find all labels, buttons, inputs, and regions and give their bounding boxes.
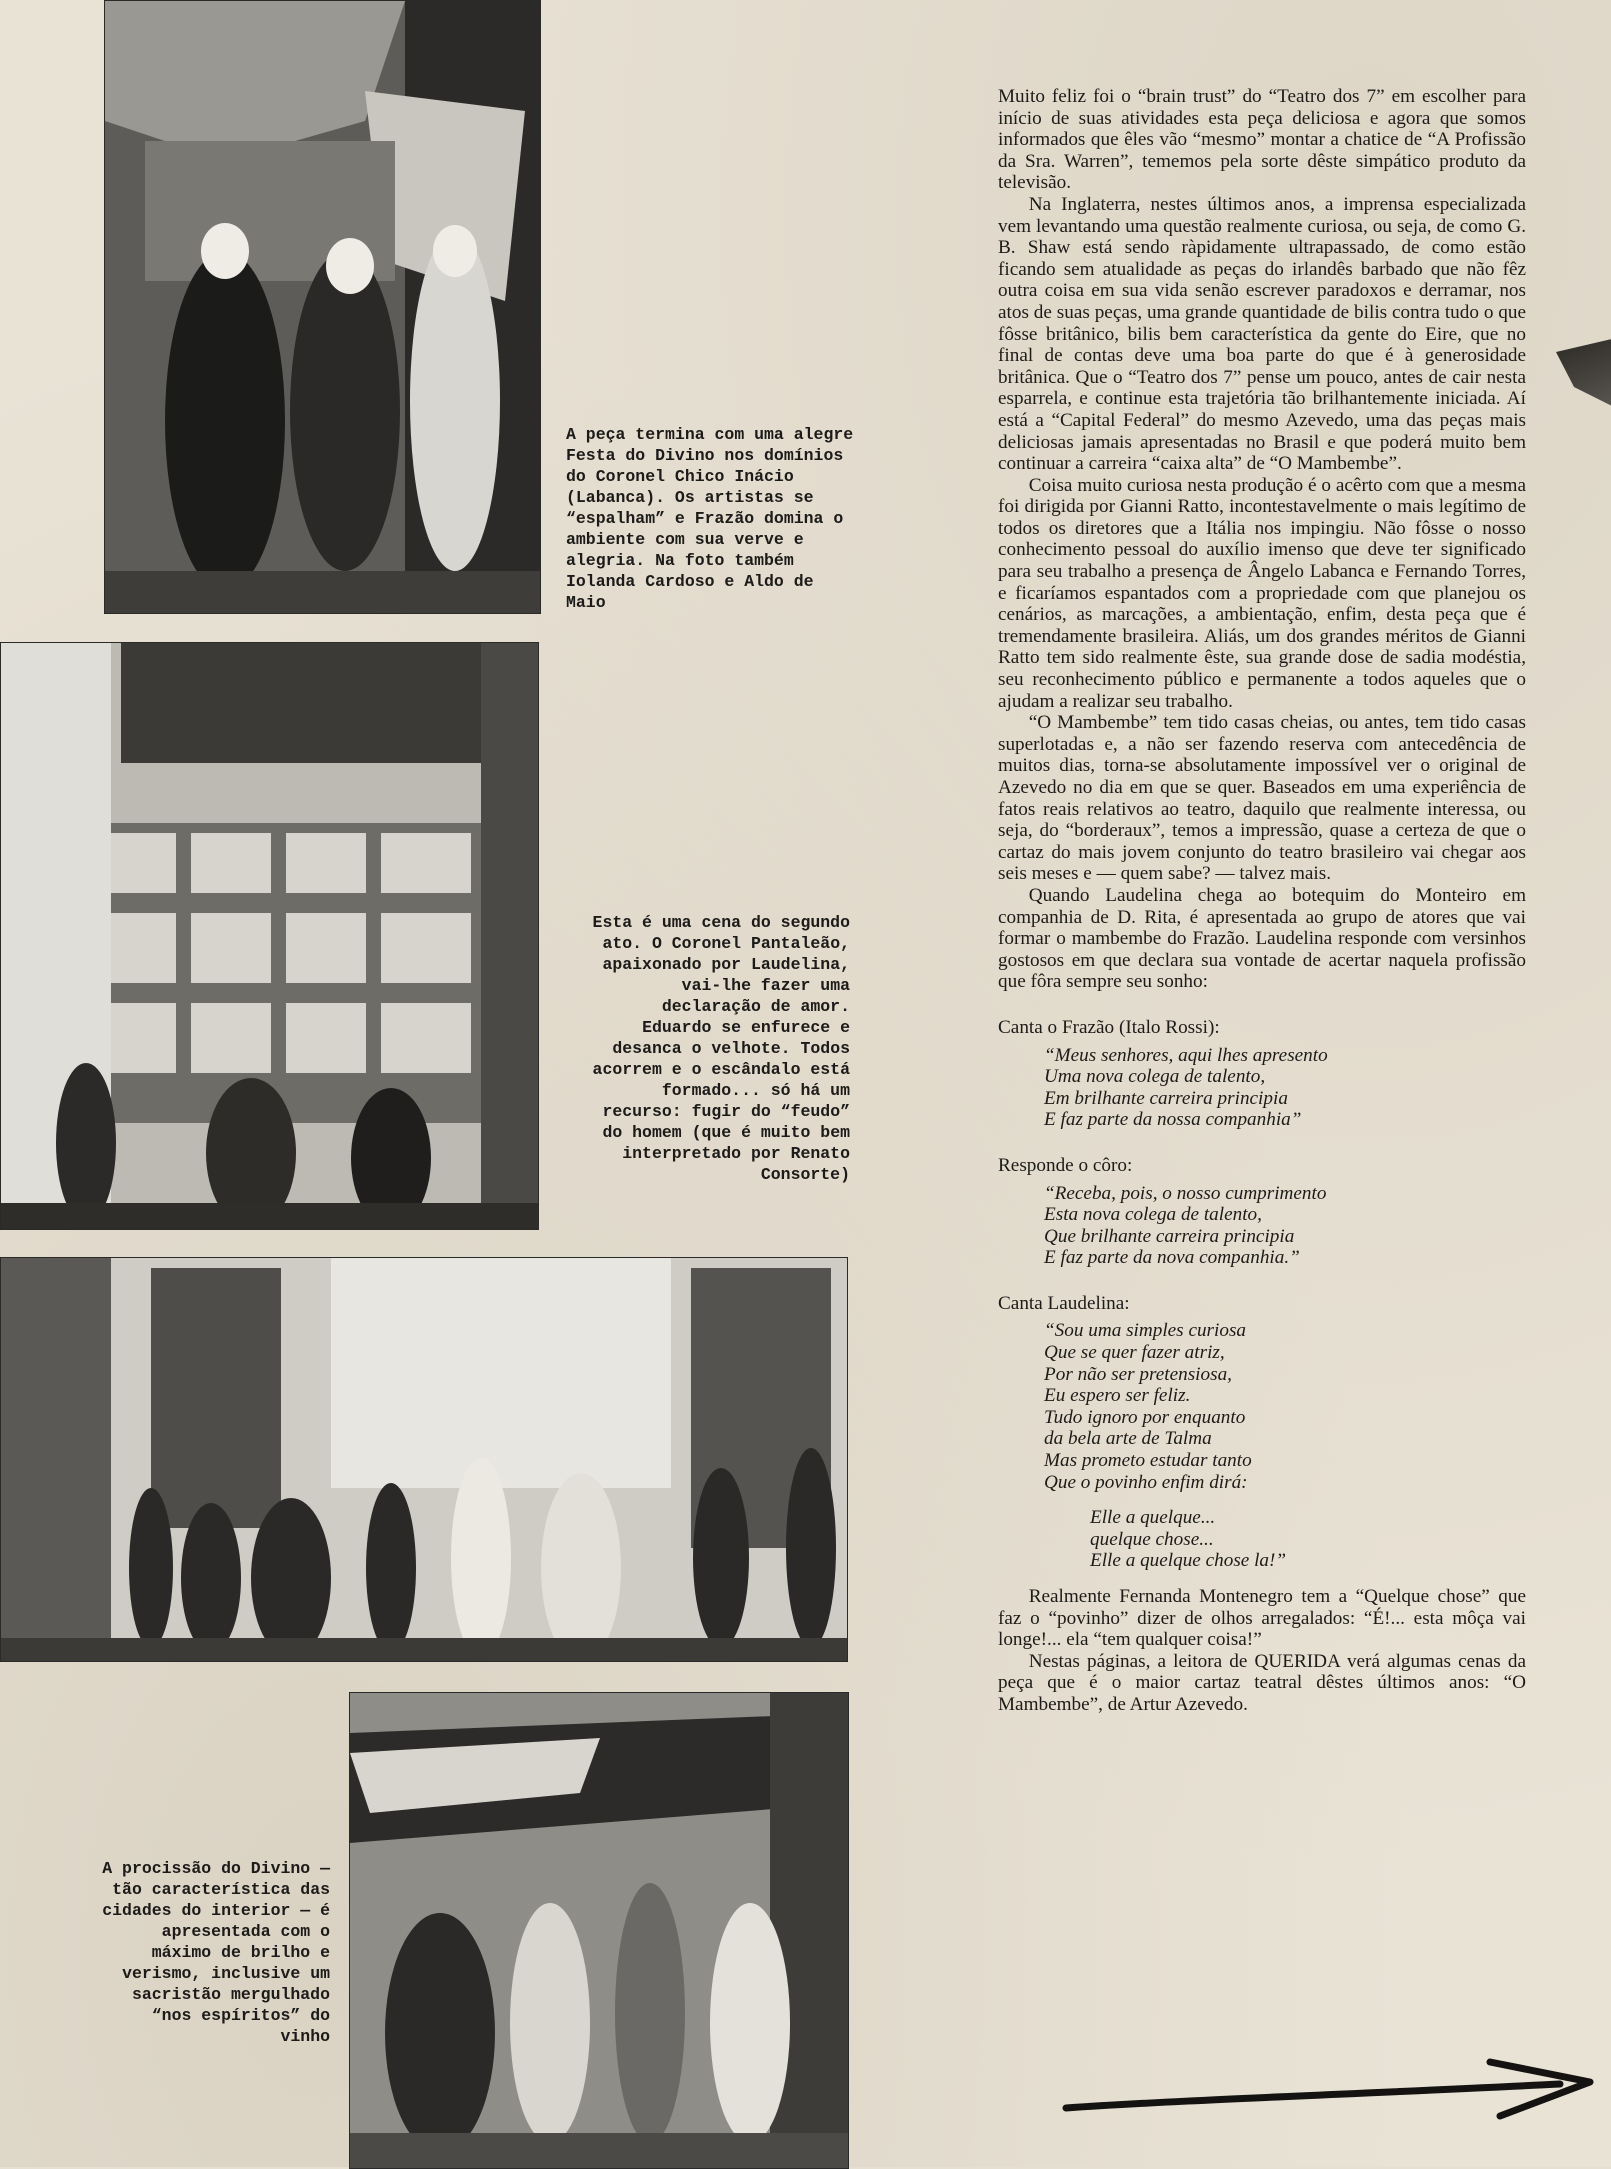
article-paragraph: Quando Laudelina chega ao botequim do Monteiro em companhia de D. Rita, é apresentada ao grupo de atores que vai formar o mambembe do Frazão. Laudelina responde com versinhos gostosos em que declara sua vontade de acertar naquela profissão que fôra sempre seu sonho: [998,884,1526,993]
caption-photo-2 [590,912,850,1185]
article-paragraph: Na Inglaterra, nestes últimos anos, a imprensa especializada vem levantando uma questão realmente curiosa, ou seja, de como G. B. Shaw está sendo ràpidamente ultrapassado, de como estão ficando sem atualidade as peças do irlandês barbado que não fêz outra coisa em sua vida senão escrever paradoxos e derramar, nos atos de suas peças, uma grande quantidade de bilis contra tudo o que fôsse britânico, bilis bem característica da gente do Eire, que no final de contas deve uma boa parte do que é à generosidade britânica. Que o “Teatro dos 7” pense um pouco, antes de cair nesta esparrela, e continue esta trajetória tão brilhantemente iniciada. Aí está a “Capital Federal” do mesmo Azevedo, uma das peças mais deliciosas jamais apresentadas no Brasil e que poderá muito bem continuar a carreira “caixa alta” de “O Mambembe”. [998,193,1526,475]
photo-festa-do-divino [104,0,541,614]
caption-text: A peça termina com uma alegre Festa do Divino nos domínios do Coronel Chico Inácio (Labanca). Os artistas se “espalham” e Frazão domina o ambiente com sua verve e alegria. Na foto também Iolanda Cardoso e Aldo de Maio [566,425,854,612]
verse-block: “Receba, pois, o nosso cumprimento Esta nova colega de talento, Que brilhante carreira principia E faz parte da nova companhia.” [1044,1182,1327,1269]
verse-intro: Canta o Frazão (Italo Rossi): [998,1016,1220,1038]
article-paragraph: Muito feliz foi o “brain trust” do “Teatro dos 7” em escolher para início de suas atividades esta peça deliciosa e agora que somos informados que êles vão “mesmo” montar a chatice de “A Profissão da Sra. Warren”, tememos pela sorte dêste simpático produto da televisão. [998,86,1526,194]
caption-photo-4 [98,1858,330,2047]
photo-procissao [349,1692,849,2169]
article-paragraph: Nestas páginas, a leitora de QUERIDA verá algumas cenas da peça que é o maior cartaz teatral dêstes últimos anos: “O Mambembe”, de Artur Azevedo. [998,1650,1526,1715]
article-paragraph: “O Mambembe” tem tido casas cheias, ou antes, tem tido casas superlotadas e, a não ser fazendo reserva com antecedência de muitos dias, torna-se absolutamente impossível ver o original de Azevedo no dia em que se quer. Baseados em uma experiência de fatos reais relativos ao teatro, daquilo que realmente interessa, ou seja, do “borderaux”, temos a impressão, quase a certeza de que o cartaz do mais jovem conjunto do teatro brasileiro vai chegar aos seis meses e — quem sabe? — talvez mais. [998,712,1526,885]
photo-segundo-ato [0,642,539,1230]
article-paragraph: Realmente Fernanda Montenegro tem a “Quelque chose” que faz o “povinho” dizer de olhos arregalados: “É!... esta môça vai longe!... ela “tem qualquer coisa!” [998,1586,1526,1651]
verse-intro: Canta Laudelina: [998,1292,1130,1314]
verse-block: “Meus senhores, aqui lhes apresento Uma nova colega de talento, Em brilhante carreira principia E faz parte da nossa companhia” [1044,1044,1328,1131]
caption-text: Esta é uma cena do segundo ato. O Coronel Pantaleão, apaixonado por Laudelina, vai-lhe fazer uma declaração de amor. Eduardo se enfurece e desanca o velhote. Todos acorrem e o escândalo está formado... só há um recurso: fugir do “feudo” do homem (que é muito bem interpretado por Renato Consorte) [592,913,850,1184]
caption-photo-1 [566,424,856,613]
article-paragraph: Coisa muito curiosa nesta produção é o acêrto com que a mesma foi dirigida por Gianni Ratto, incontestavelmente o mais legítimo de todos os diretores que a Itália nos impingiu. Não fôsse o nosso conhecimento pessoal do auxílio imenso que deve ter significado para seu trabalho a presença de Ângelo Labanca e Fernando Torres, e ficaríamos espantados com a propriedade com que planejou os cenários, as marcações, a ambientação, enfim, desta peça que é tremendamente brasileira. Aliás, um dos grandes méritos de Gianni Ratto tem sido realmente êste, sua grande dose de sadia modéstia, seu reconhecimento público e permanente a todos aqueles que o ajudam a realizar seu trabalho. [998,474,1526,712]
verse-intro: Responde o côro: [998,1154,1133,1176]
caption-text: A procissão do Divino — tão característica das cidades do interior — é apresentada com o máximo de brilho e verismo, inclusive um sacristão mergulhado “nos espíritos” do vinho [102,1859,330,2046]
continue-arrow-icon [1060,2050,1600,2130]
photo-grupo-atores [0,1257,848,1662]
verse-block: “Sou uma simples curiosa Que se quer fazer atriz, Por não ser pretensiosa, Eu espero ser feliz. Tudo ignoro por enquanto da bela arte de Talma Mas prometo estudar tanto Que o povinho enfim dirá: [1044,1320,1252,1493]
article-column [998,86,1526,1716]
verse-block-refrain: Elle a quelque... quelque chose... Elle a quelque chose la!” [1090,1507,1287,1572]
